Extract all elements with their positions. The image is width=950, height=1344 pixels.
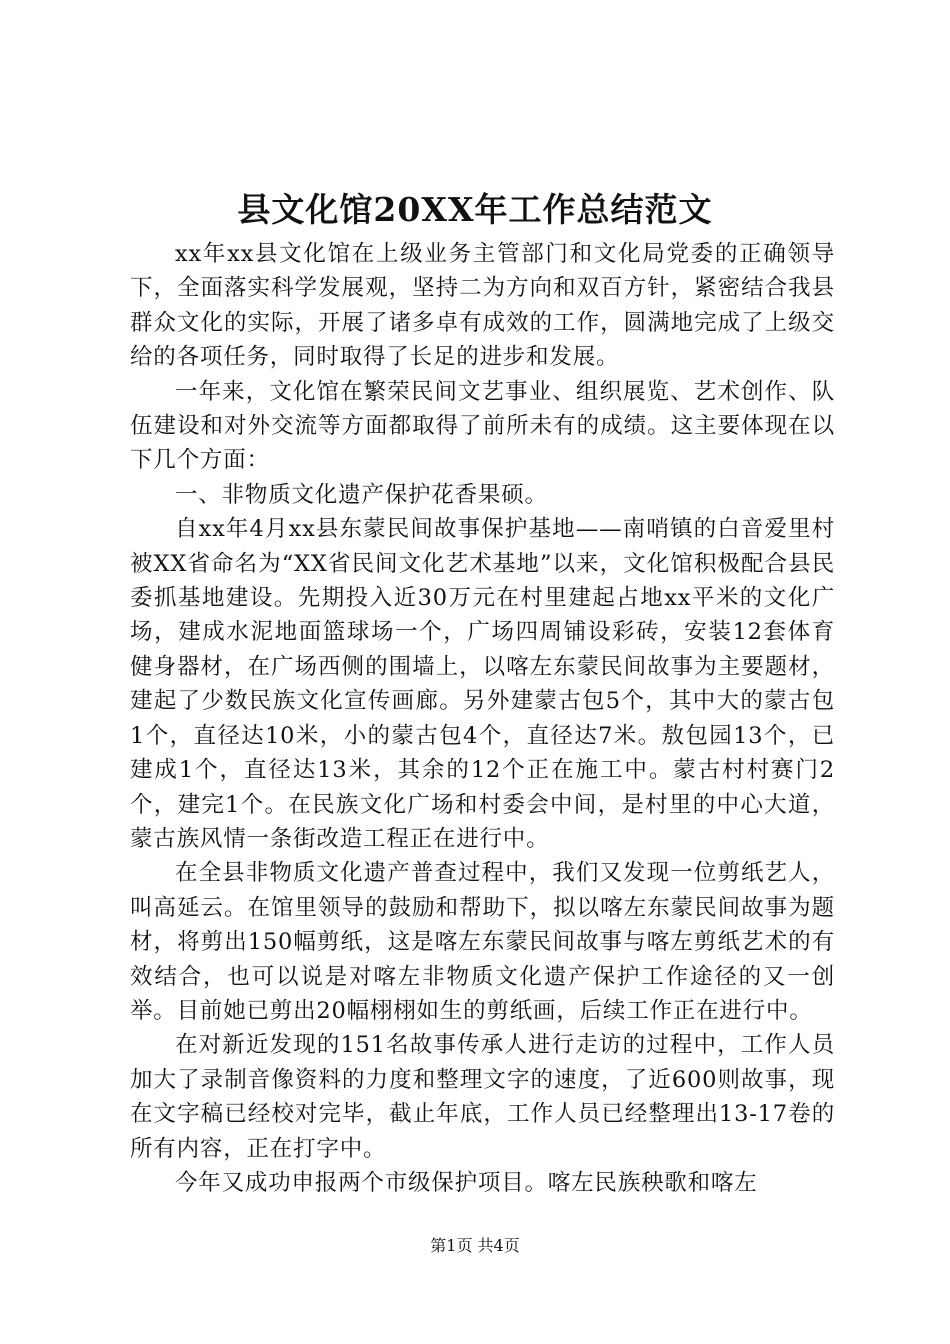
- document-body: [130, 237, 835, 1200]
- paragraph-protection-projects: 今年又成功申报两个市级保护项目。喀左民族秧歌和喀左: [175, 1169, 758, 1196]
- paragraph-story-inheritors: 在对新近发现的151名故事传承人进行走访的过程中，工作人员加大了录制音像资料的力度和整理文字的速度，了近600则故事，现在文字稿已经校对完毕，截止年底，工作人员已经整理出13-17卷的所有内容，正在打字中。: [130, 1032, 835, 1162]
- paragraph-base-construction: 自xx年4月xx县东蒙民间故事保护基地——南哨镇的白音爱里村被XX省命名为“XX省民间文化艺术基地”以来，文化馆积极配合县民委抓基地建设。先期投入近30万元在村里建起占地xx平米的文化广场，建成水泥地面篮球场一个，广场四周铺设彩砖，安装12套体育健身器材，在广场西侧的围墙上，以喀左东蒙民间故事为主要题材，建起了少数民族文化宣传画廊。另外建蒙古包5个，其中大的蒙古包1个，直径达10米，小的蒙古包4个，直径达7米。敖包园13个，已建成1个，直径达13米，其余的12个正在施工中。蒙古村村赛门2个，建完1个。在民族文化广场和村委会中间，是村里的中心大道，蒙古族风情一条街改造工程正在进行中。: [130, 516, 835, 852]
- paragraph-intro: xx年xx县文化馆在上级业务主管部门和文化局党委的正确领导下，全面落实科学发展观，坚持二为方向和双百方针，紧密结合我县群众文化的实际，开展了诸多卓有成效的工作，圆满地完成了上级交给的各项任务，同时取得了长足的进步和发展。: [130, 241, 835, 371]
- document-title: 县文化馆20XX年工作总结范文: [237, 190, 713, 229]
- paragraph-paper-cutting: 在全县非物质文化遗产普查过程中，我们又发现一位剪纸艺人，叫高延云。在馆里领导的鼓励和帮助下，拟以喀左东蒙民间故事为题材，将剪出150幅剪纸，这是喀左东蒙民间故事与喀左剪纸艺术的有效结合，也可以说是对喀左非物质文化遗产保护工作途径的又一创举。目前她已剪出20幅栩栩如生的剪纸画，后续工作正在进行中。: [130, 860, 835, 1024]
- page-footer: 第1页 共4页: [430, 1236, 520, 1255]
- section-heading-1: 一、非物质文化遗产保护花香果硕。: [175, 481, 548, 508]
- paragraph-overview: 一年来，文化馆在繁荣民间文艺事业、组织展览、艺术创作、队伍建设和对外交流等方面都取得了前所未有的成绩。这主要体现在以下几个方面：: [130, 378, 835, 474]
